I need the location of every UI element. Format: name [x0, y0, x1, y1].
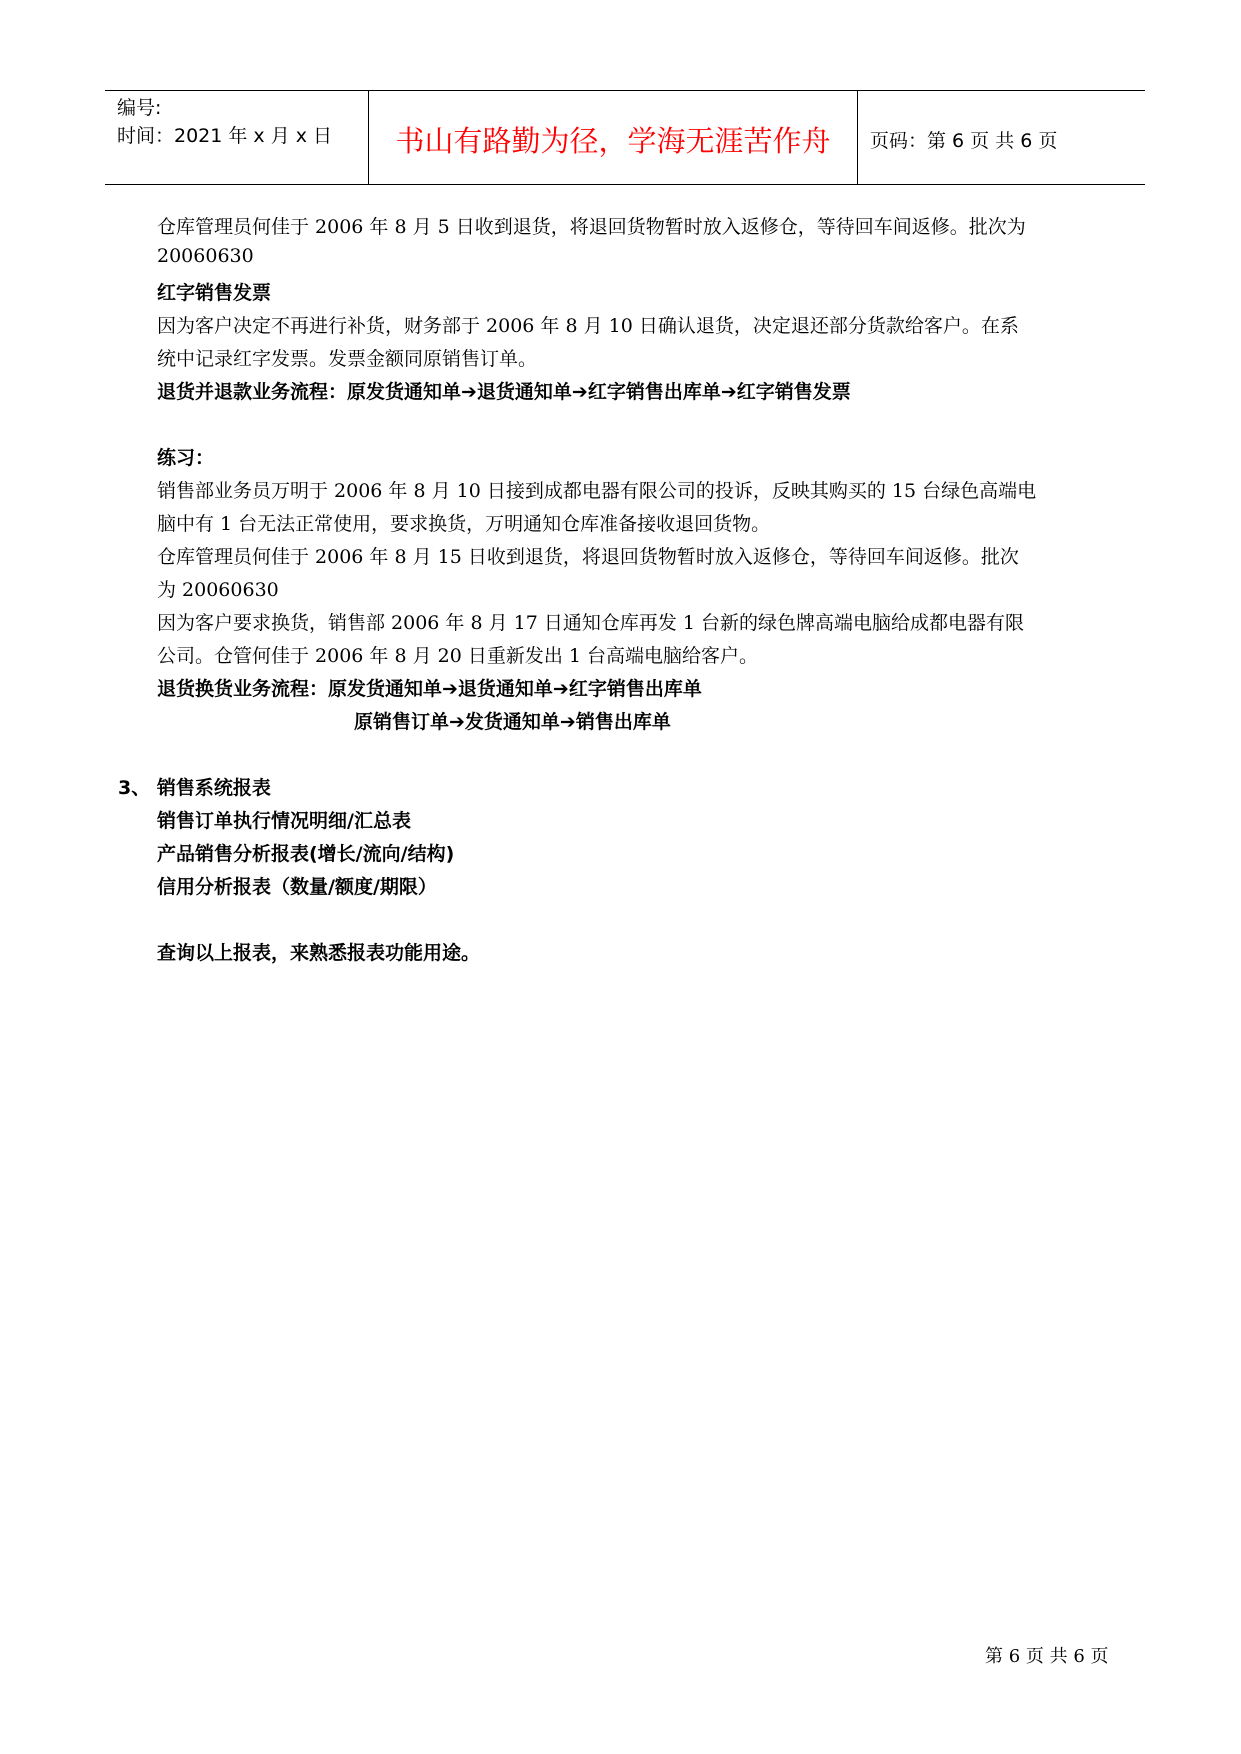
header-right-cell — [858, 91, 1145, 184]
flow-return-exchange-line1: 退货换货业务流程：原发货通知单➔退货通知单➔红字销售出库单 — [157, 678, 702, 700]
flow-return-exchange-line2: 原销售订单➔发货通知单➔销售出库单 — [354, 711, 671, 733]
closing-instruction: 查询以上报表，来熟悉报表功能用途。 — [157, 942, 481, 964]
section-3-title: 3、 销售系统报表 — [118, 777, 271, 799]
exercise-line3: 仓库管理员何佳于 2006 年 8 月 15 日收到退货，将退回货物暂时放入返修仓，等待回车间返修。批次 — [157, 546, 1019, 568]
paragraph-refund-line1: 因为客户决定不再进行补货，财务部于 2006 年 8 月 10 日确认退货，决定退还部分货款给客户。在系 — [157, 315, 1019, 337]
flow-return-refund: 退货并退款业务流程：原发货通知单➔退货通知单➔红字销售出库单➔红字销售发票 — [157, 381, 851, 403]
report-item-credit-analysis: 信用分析报表（数量/额度/期限） — [157, 876, 437, 898]
heading-red-invoice: 红字销售发票 — [157, 282, 272, 304]
exercise-line6: 公司。仓管何佳于 2006 年 8 月 20 日重新发出 1 台高端电脑给客户。 — [157, 645, 759, 667]
exercise-line2: 脑中有 1 台无法正常使用，要求换货，万明通知仓库准备接收退回货物。 — [157, 513, 771, 535]
report-item-order-execution: 销售订单执行情况明细/汇总表 — [157, 810, 411, 832]
paragraph-refund-line2: 统中记录红字发票。发票金额同原销售订单。 — [157, 348, 538, 370]
header-motto: 书山有路勤为径，学海无涯苦作舟 — [395, 124, 831, 158]
page-footer: 第 6 页 共 6 页 — [985, 1646, 1109, 1667]
exercise-line4: 为 20060630 — [157, 579, 279, 601]
report-item-product-sales: 产品销售分析报表(增长/流向/结构) — [157, 843, 455, 865]
exercise-line5: 因为客户要求换货，销售部 2006 年 8 月 17 日通知仓库再发 1 台新的绿色牌高端电脑给成都电器有限 — [157, 612, 1025, 634]
page-header — [105, 90, 1145, 185]
number-label: 编号: — [117, 97, 162, 119]
paragraph-return-receipt-line1: 仓库管理员何佳于 2006 年 8 月 5 日收到退货，将退回货物暂时放入返修仓，等待回车间返修。批次为 — [157, 216, 1026, 238]
header-left-cell — [105, 91, 368, 184]
exercise-title: 练习： — [157, 447, 215, 469]
header-page-info: 页码：第 6 页 共 6 页 — [870, 130, 1058, 152]
time-label: 时间：2021 年 x 月 x 日 — [117, 125, 333, 147]
exercise-line1: 销售部业务员万明于 2006 年 8 月 10 日接到成都电器有限公司的投诉，反映其购买的 15 台绿色高端电 — [157, 480, 1037, 502]
paragraph-return-receipt-line2: 20060630 — [157, 245, 254, 267]
header-center-cell — [368, 91, 858, 184]
